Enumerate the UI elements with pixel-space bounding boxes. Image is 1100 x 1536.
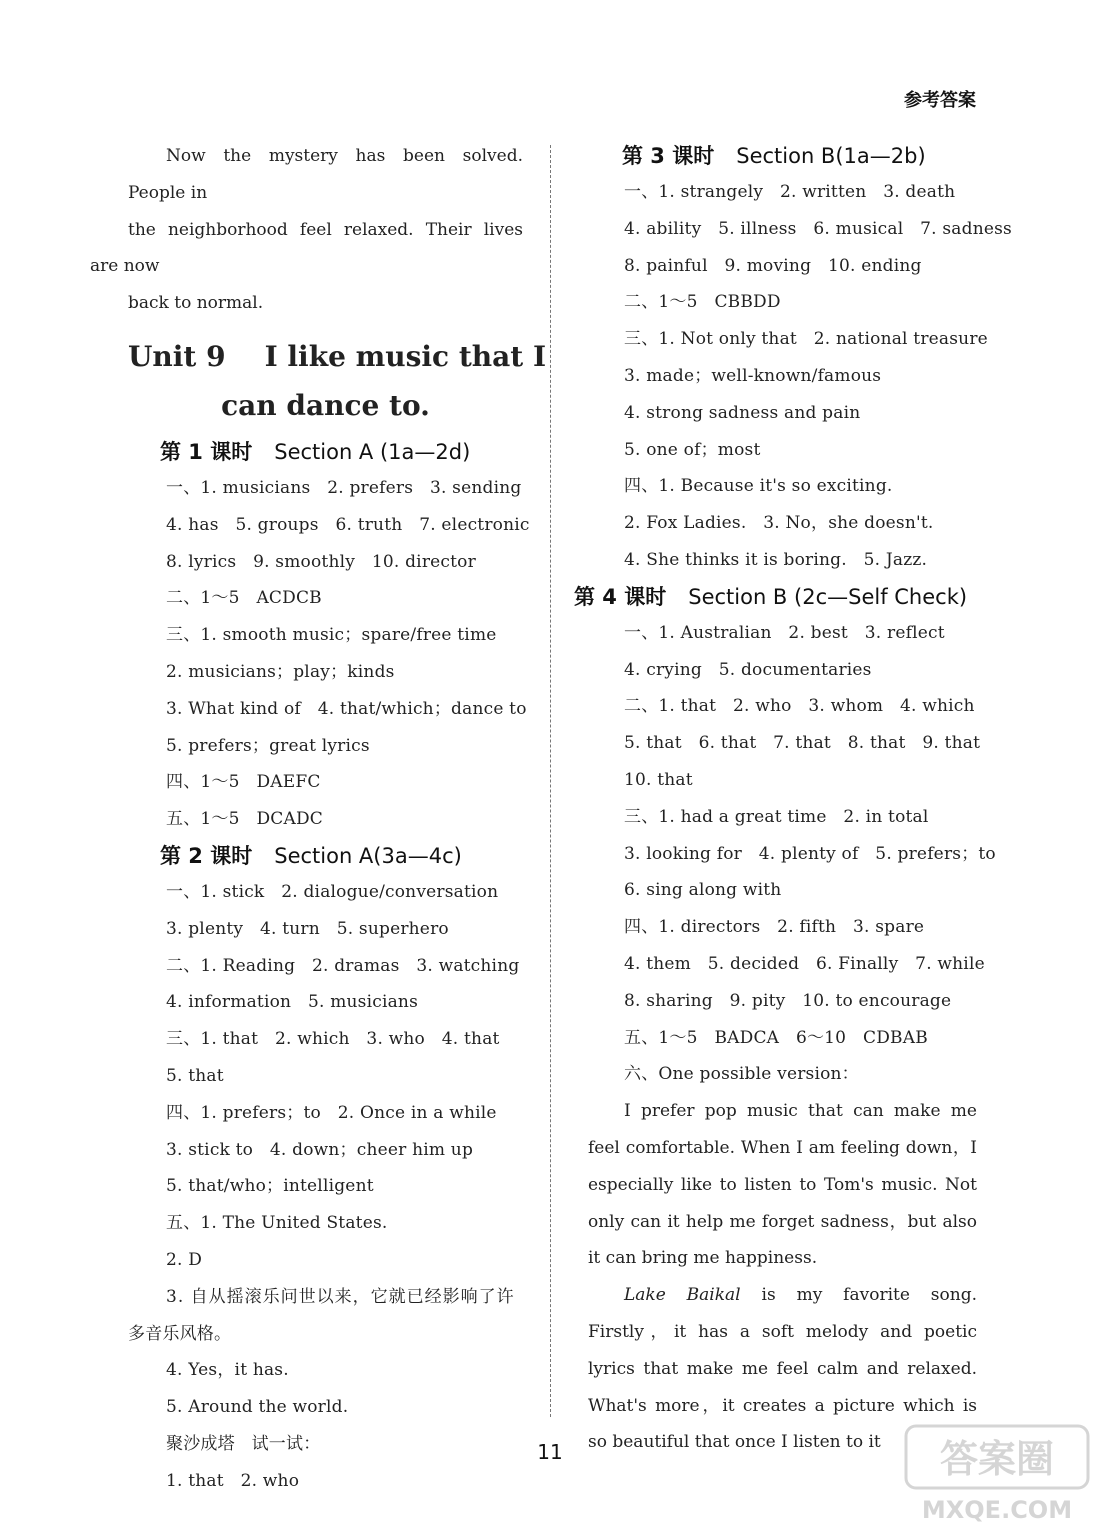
answer-line: 5. one of；most — [624, 439, 761, 460]
section-title: Section A (1a—2d) — [274, 439, 471, 464]
answer-line: 2. musicians；play；kinds — [166, 661, 395, 682]
essay-text: is my favorite song. Firstly，it has a soft melody and poetic lyrics that make me feel calm and relaxed. What's more，it creates a picture which is so beautiful that once I listen to it — [588, 1285, 977, 1453]
answer-line: 一、1. musicians 2. prefers 3. sending — [166, 477, 522, 498]
page-number: 11 — [537, 1440, 563, 1464]
watermark-url: MXQE.COM — [921, 1496, 1073, 1524]
answer-line: 二、1～5 ACDCB — [166, 588, 322, 609]
answer-line: 三、1. that 2. which 3. who 4. that — [166, 1029, 500, 1050]
answer-line: 二、1. Reading 2. dramas 3. watching — [166, 955, 520, 976]
page-header: 参考答案 — [904, 90, 976, 111]
answer-line: 4. crying 5. documentaries — [624, 659, 872, 680]
answer-line: 10. that — [624, 769, 693, 790]
lesson-number: 第 3 课时 — [622, 144, 715, 168]
answer-line: 五、1～5 BADCA 6～10 CDBAB — [624, 1027, 928, 1048]
answer-line: 多音乐风格。 — [128, 1323, 232, 1344]
answer-line: 8. sharing 9. pity 10. to encourage — [624, 990, 952, 1011]
unit-title-line: can dance to. — [221, 388, 430, 422]
section-title: Section B(1a—2b) — [736, 144, 926, 168]
unit-title-line: Unit 9 I like music that I — [128, 339, 547, 373]
column-divider — [550, 145, 551, 1417]
answer-line: 8. lyrics 9. smoothly 10. director — [166, 551, 476, 572]
answer-line: 三、1. had a great time 2. in total — [624, 806, 929, 827]
answer-line: 3. stick to 4. down；cheer him up — [166, 1139, 474, 1160]
answer-line: 二、1. that 2. who 3. whom 4. which — [624, 696, 975, 717]
section-heading — [128, 838, 523, 874]
answer-line: 四、1. prefers；to 2. Once in a while — [166, 1102, 497, 1123]
answer-line: 3. 自从摇滚乐问世以来，它就已经影响了许 — [166, 1286, 515, 1307]
answer-line: 4. has 5. groups 6. truth 7. electronic — [166, 514, 530, 535]
answer-line: 四、1. Because it's so exciting. — [624, 476, 893, 497]
essay-paragraph: I prefer pop music that can make me feel comfortable. When I am feeling down，I especially like to listen to Tom's music. Not only can it help me forget sadness，but also it can bring me happiness. — [588, 1101, 977, 1269]
answer-line: 六、One possible version： — [624, 1064, 859, 1085]
answer-line: 四、1. directors 2. fifth 3. spare — [624, 917, 925, 938]
intro-paragraph — [90, 138, 523, 322]
answer-line: 5. that 6. that 7. that 8. that 9. that — [624, 733, 981, 754]
lesson-number: 第 1 课时 — [160, 439, 253, 464]
section-title: Section B (2c—Self Check) — [688, 584, 968, 609]
lesson-number: 第 4 课时 — [574, 584, 667, 609]
answer-line: 三、1. smooth music；spare/free time — [166, 625, 497, 646]
answer-line: 3. plenty 4. turn 5. superhero — [166, 918, 449, 939]
answer-line: 聚沙成塔 试一试： — [166, 1433, 321, 1454]
s3-answers — [582, 174, 1012, 579]
left-column — [90, 138, 547, 1500]
answer-line: 五、1～5 DCADC — [166, 809, 323, 830]
intro-line: Now the mystery has been solved. People in — [128, 146, 523, 203]
answer-line: 一、1. stick 2. dialogue/conversation — [166, 881, 499, 902]
answer-line: 三、1. Not only that 2. national treasure — [624, 329, 988, 350]
answer-line: 1. that 2. who — [166, 1470, 300, 1491]
watermark-text: 答案圈 — [939, 1437, 1055, 1481]
answer-line: 4. them 5. decided 6. Finally 7. while — [624, 953, 985, 974]
intro-line: the neighborhood feel relaxed. Their lives are now — [90, 219, 523, 277]
s2-answers — [128, 874, 523, 1500]
answer-line: 4. Yes，it has. — [166, 1360, 289, 1381]
answer-line: 5. Around the world. — [166, 1397, 349, 1418]
answer-line: 2. Fox Ladies. 3. No，she doesn't. — [624, 513, 934, 534]
answer-line: 5. that — [166, 1065, 224, 1086]
s1-answers — [128, 470, 530, 838]
answer-line: 五、1. The United States. — [166, 1213, 388, 1234]
section-title: Section A(3a—4c) — [274, 843, 462, 868]
answer-line: 3. What kind of 4. that/which；dance to — [166, 698, 527, 719]
answer-line: 4. strong sadness and pain — [624, 402, 861, 423]
answer-line: 4. information 5. musicians — [166, 992, 419, 1013]
answer-line: 一、1. Australian 2. best 3. reflect — [624, 622, 945, 643]
section-heading — [582, 138, 977, 174]
answer-line: 二、1～5 CBBDD — [624, 292, 781, 313]
answer-line: 6. sing along with — [624, 880, 782, 901]
song-title: Lake Baikal — [624, 1285, 741, 1306]
right-column — [574, 138, 1012, 1461]
answer-line: 3. looking for 4. plenty of 5. prefers；to — [624, 843, 996, 864]
answer-line: 一、1. strangely 2. written 3. death — [624, 182, 956, 202]
answer-line: 3. made；well-known/famous — [624, 365, 882, 386]
intro-line: back to normal. — [128, 293, 264, 314]
section-heading — [128, 434, 523, 470]
answer-line: 四、1～5 DAEFC — [166, 772, 321, 793]
unit-title — [128, 332, 547, 430]
answer-line: 2. D — [166, 1249, 203, 1270]
answer-line: 5. prefers；great lyrics — [166, 735, 370, 756]
lesson-number: 第 2 课时 — [160, 843, 253, 868]
section-heading — [574, 579, 977, 615]
answer-line: 8. painful 9. moving 10. ending — [624, 255, 922, 276]
answer-line: 4. She thinks it is boring. 5. Jazz. — [624, 549, 928, 570]
s4-answers — [582, 615, 996, 1093]
answer-line: 5. that/who；intelligent — [166, 1176, 374, 1197]
watermark-logo — [902, 1420, 1092, 1530]
answer-line: 4. ability 5. illness 6. musical 7. sadness — [624, 218, 1012, 239]
